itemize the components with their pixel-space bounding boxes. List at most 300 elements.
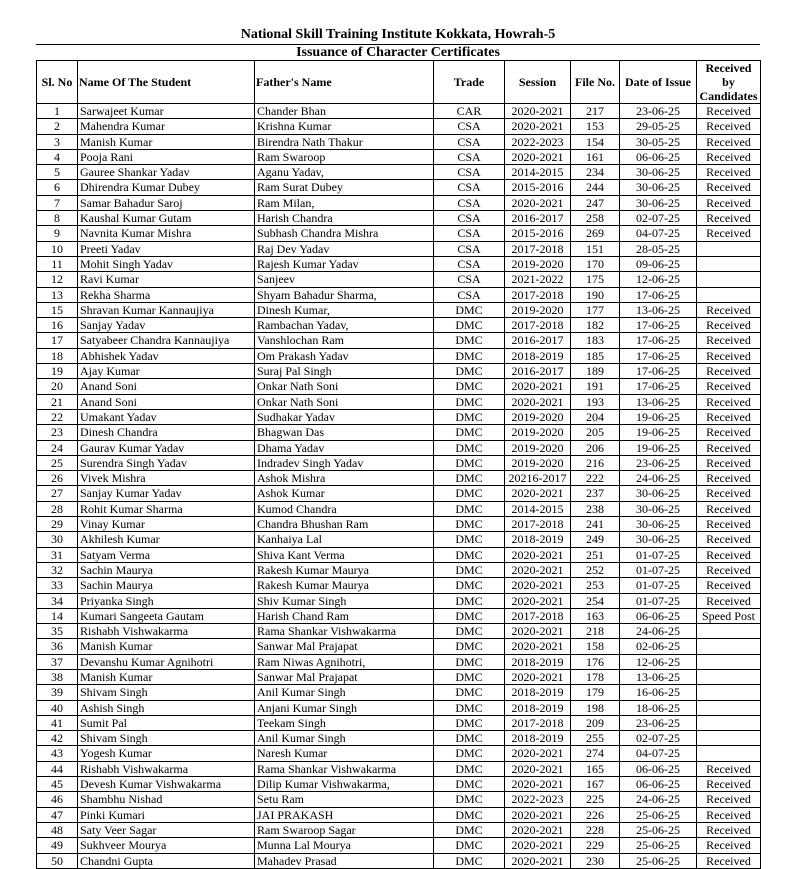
cell-date-of-issue: 30-06-25 [620, 180, 697, 195]
cell-received: Received [697, 777, 761, 792]
cell-sl-no: 48 [37, 822, 78, 837]
cell-date-of-issue: 04-07-25 [620, 226, 697, 241]
cell-student-name: Ashish Singh [78, 700, 255, 715]
cell-file-no: 254 [571, 593, 620, 608]
cell-session: 2020-2021 [505, 593, 571, 608]
cell-received: Speed Post [697, 608, 761, 623]
cell-date-of-issue: 24-06-25 [620, 792, 697, 807]
cell-student-name: Pooja Rani [78, 149, 255, 164]
cell-session: 2020-2021 [505, 104, 571, 119]
cell-trade: CSA [434, 241, 505, 256]
cell-trade: DMC [434, 517, 505, 532]
cell-received [697, 624, 761, 639]
cell-session: 2017-2018 [505, 318, 571, 333]
cell-sl-no: 44 [37, 761, 78, 776]
table-row [37, 256, 761, 271]
cell-trade: CSA [434, 287, 505, 302]
cell-father-name: Sudhakar Yadav [255, 409, 434, 424]
table-row [37, 241, 761, 256]
cell-father-name: Om Prakash Yadav [255, 348, 434, 363]
cell-student-name: Rohit Kumar Sharma [78, 501, 255, 516]
table-row [37, 394, 761, 409]
cell-father-name: Anil Kumar Singh [255, 731, 434, 746]
cell-received [697, 639, 761, 654]
cell-date-of-issue: 29-05-25 [620, 119, 697, 134]
cell-student-name: Sanjay Kumar Yadav [78, 486, 255, 501]
cell-session: 2015-2016 [505, 180, 571, 195]
cell-date-of-issue: 16-06-25 [620, 685, 697, 700]
cell-trade: DMC [434, 822, 505, 837]
cell-session: 2019-2020 [505, 440, 571, 455]
cell-session: 2020-2021 [505, 547, 571, 562]
cell-session: 2020-2021 [505, 119, 571, 134]
cell-received: Received [697, 348, 761, 363]
cell-date-of-issue: 01-07-25 [620, 562, 697, 577]
cell-file-no: 154 [571, 134, 620, 149]
cell-student-name: Manish Kumar [78, 134, 255, 149]
cell-sl-no: 8 [37, 211, 78, 226]
cell-student-name: Devesh Kumar Vishwakarma [78, 777, 255, 792]
cell-session: 2018-2019 [505, 654, 571, 669]
table-row [37, 364, 761, 379]
cell-trade: CSA [434, 180, 505, 195]
table-row [37, 409, 761, 424]
cell-date-of-issue: 06-06-25 [620, 149, 697, 164]
table-row [37, 455, 761, 470]
cell-received: Received [697, 302, 761, 317]
cell-file-no: 258 [571, 211, 620, 226]
cell-sl-no: 46 [37, 792, 78, 807]
cell-date-of-issue: 17-06-25 [620, 318, 697, 333]
cell-sl-no: 50 [37, 853, 78, 868]
cell-date-of-issue: 12-06-25 [620, 272, 697, 287]
cell-received: Received [697, 149, 761, 164]
cell-father-name: JAI PRAKASH [255, 807, 434, 822]
cell-trade: DMC [434, 471, 505, 486]
cell-session: 2020-2021 [505, 195, 571, 210]
cell-file-no: 249 [571, 532, 620, 547]
cell-trade: DMC [434, 731, 505, 746]
cell-received: Received [697, 333, 761, 348]
cell-student-name: Dhirendra Kumar Dubey [78, 180, 255, 195]
cell-father-name: Naresh Kumar [255, 746, 434, 761]
cell-session: 2019-2020 [505, 425, 571, 440]
cell-sl-no: 31 [37, 547, 78, 562]
cell-session: 2020-2021 [505, 486, 571, 501]
cell-sl-no: 1 [37, 104, 78, 119]
cell-student-name: Vinay Kumar [78, 517, 255, 532]
cell-received: Received [697, 425, 761, 440]
table-row [37, 134, 761, 149]
col-header-received: Received by Candidates [697, 61, 761, 104]
cell-date-of-issue: 24-06-25 [620, 471, 697, 486]
cell-sl-no: 36 [37, 639, 78, 654]
cell-date-of-issue: 13-06-25 [620, 302, 697, 317]
cell-father-name: Chander Bhan [255, 104, 434, 119]
cell-date-of-issue: 02-06-25 [620, 639, 697, 654]
cell-file-no: 153 [571, 119, 620, 134]
cell-received: Received [697, 471, 761, 486]
cell-file-no: 189 [571, 364, 620, 379]
cell-father-name: Onkar Nath Soni [255, 394, 434, 409]
cell-sl-no: 22 [37, 409, 78, 424]
cell-sl-no: 16 [37, 318, 78, 333]
cell-date-of-issue: 23-06-25 [620, 455, 697, 470]
table-row [37, 272, 761, 287]
cell-file-no: 252 [571, 562, 620, 577]
cell-student-name: Mohit Singh Yadav [78, 256, 255, 271]
table-row [37, 715, 761, 730]
cell-father-name: Dhama Yadav [255, 440, 434, 455]
cell-session: 2017-2018 [505, 287, 571, 302]
table-row [37, 532, 761, 547]
cell-date-of-issue: 30-06-25 [620, 486, 697, 501]
cell-father-name: Ram Niwas Agnihotri, [255, 654, 434, 669]
cell-trade: DMC [434, 318, 505, 333]
table-row [37, 440, 761, 455]
cell-sl-no: 42 [37, 731, 78, 746]
cell-student-name: Priyanka Singh [78, 593, 255, 608]
cell-father-name: Raj Dev Yadav [255, 241, 434, 256]
cell-trade: DMC [434, 425, 505, 440]
cell-student-name: Dinesh Chandra [78, 425, 255, 440]
cell-received: Received [697, 761, 761, 776]
cell-student-name: Pinki Kumari [78, 807, 255, 822]
cell-received: Received [697, 379, 761, 394]
cell-date-of-issue: 04-07-25 [620, 746, 697, 761]
cell-session: 2020-2021 [505, 394, 571, 409]
cell-received: Received [697, 593, 761, 608]
cell-trade: CSA [434, 149, 505, 164]
cell-file-no: 175 [571, 272, 620, 287]
cell-session: 2020-2021 [505, 624, 571, 639]
cell-received: Received [697, 195, 761, 210]
table-row [37, 853, 761, 868]
cell-sl-no: 25 [37, 455, 78, 470]
cell-file-no: 225 [571, 792, 620, 807]
cell-received: Received [697, 532, 761, 547]
table-row [37, 547, 761, 562]
page-subtitle: Issuance of Character Certificates [296, 45, 500, 60]
cell-received [697, 700, 761, 715]
cell-father-name: Ashok Kumar [255, 486, 434, 501]
cell-received: Received [697, 318, 761, 333]
cell-student-name: Anand Soni [78, 379, 255, 394]
cell-student-name: Vivek Mishra [78, 471, 255, 486]
cell-file-no: 253 [571, 578, 620, 593]
table-row [37, 302, 761, 317]
cell-sl-no: 10 [37, 241, 78, 256]
cell-father-name: Mahadev Prasad [255, 853, 434, 868]
cell-father-name: Rama Shankar Vishwakarma [255, 624, 434, 639]
table-row [37, 669, 761, 684]
cell-trade: DMC [434, 409, 505, 424]
cell-sl-no: 26 [37, 471, 78, 486]
cell-father-name: Shyam Bahadur Sharma, [255, 287, 434, 302]
cell-trade: DMC [434, 547, 505, 562]
cell-date-of-issue: 25-06-25 [620, 838, 697, 853]
cell-session: 2020-2021 [505, 746, 571, 761]
cell-date-of-issue: 19-06-25 [620, 409, 697, 424]
cell-session: 2020-2021 [505, 562, 571, 577]
cell-file-no: 163 [571, 608, 620, 623]
cell-date-of-issue: 30-05-25 [620, 134, 697, 149]
cell-file-no: 190 [571, 287, 620, 302]
cell-session: 2017-2018 [505, 241, 571, 256]
table-row [37, 761, 761, 776]
cell-file-no: 198 [571, 700, 620, 715]
cell-trade: DMC [434, 685, 505, 700]
cell-file-no: 151 [571, 241, 620, 256]
cell-sl-no: 15 [37, 302, 78, 317]
cell-father-name: Harish Chand Ram [255, 608, 434, 623]
table-row [37, 149, 761, 164]
cell-student-name: Chandni Gupta [78, 853, 255, 868]
cell-received: Received [697, 838, 761, 853]
table-row [37, 195, 761, 210]
cell-student-name: Sachin Maurya [78, 562, 255, 577]
cell-date-of-issue: 25-06-25 [620, 822, 697, 837]
table-row [37, 639, 761, 654]
cell-file-no: 237 [571, 486, 620, 501]
cell-sl-no: 7 [37, 195, 78, 210]
table-row [37, 777, 761, 792]
cell-sl-no: 33 [37, 578, 78, 593]
cell-file-no: 158 [571, 639, 620, 654]
cell-received [697, 669, 761, 684]
cell-file-no: 193 [571, 394, 620, 409]
cell-file-no: 218 [571, 624, 620, 639]
cell-received [697, 746, 761, 761]
cell-file-no: 165 [571, 761, 620, 776]
cell-student-name: Sumit Pal [78, 715, 255, 730]
cell-student-name: Mahendra Kumar [78, 119, 255, 134]
cell-student-name: Samar Bahadur Saroj [78, 195, 255, 210]
cell-file-no: 228 [571, 822, 620, 837]
cell-received: Received [697, 853, 761, 868]
table-row [37, 348, 761, 363]
cell-received [697, 715, 761, 730]
cell-sl-no: 38 [37, 669, 78, 684]
cell-date-of-issue: 19-06-25 [620, 425, 697, 440]
cell-file-no: 170 [571, 256, 620, 271]
cell-student-name: Shambhu Nishad [78, 792, 255, 807]
cell-session: 2016-2017 [505, 333, 571, 348]
cell-sl-no: 47 [37, 807, 78, 822]
cell-father-name: Birendra Nath Thakur [255, 134, 434, 149]
cell-student-name: Gauree Shankar Yadav [78, 165, 255, 180]
cell-file-no: 274 [571, 746, 620, 761]
cell-received [697, 241, 761, 256]
table-row [37, 486, 761, 501]
cell-trade: DMC [434, 501, 505, 516]
cell-father-name: Anil Kumar Singh [255, 685, 434, 700]
cell-received: Received [697, 517, 761, 532]
cell-student-name: Devanshu Kumar Agnihotri [78, 654, 255, 669]
table-row [37, 180, 761, 195]
cell-trade: DMC [434, 593, 505, 608]
cell-session: 2018-2019 [505, 348, 571, 363]
cell-date-of-issue: 23-06-25 [620, 104, 697, 119]
cell-trade: DMC [434, 746, 505, 761]
cell-father-name: Rakesh Kumar Maurya [255, 578, 434, 593]
cell-trade: DMC [434, 700, 505, 715]
cell-date-of-issue: 13-06-25 [620, 669, 697, 684]
cell-file-no: 269 [571, 226, 620, 241]
cell-file-no: 182 [571, 318, 620, 333]
cell-received: Received [697, 211, 761, 226]
cell-student-name: Sarwajeet Kumar [78, 104, 255, 119]
cell-session: 2022-2023 [505, 792, 571, 807]
cell-received: Received [697, 822, 761, 837]
cell-received: Received [697, 104, 761, 119]
cell-father-name: Ram Milan, [255, 195, 434, 210]
cell-session: 2020-2021 [505, 761, 571, 776]
cell-father-name: Bhagwan Das [255, 425, 434, 440]
page-title: National Skill Training Institute Kokkata, Howrah-5 [240, 27, 556, 42]
cell-date-of-issue: 24-06-25 [620, 624, 697, 639]
cell-sl-no: 41 [37, 715, 78, 730]
cell-received: Received [697, 562, 761, 577]
cell-father-name: Indradev Singh Yadav [255, 455, 434, 470]
cell-trade: DMC [434, 669, 505, 684]
cell-student-name: Sachin Maurya [78, 578, 255, 593]
cell-sl-no: 12 [37, 272, 78, 287]
cell-received: Received [697, 134, 761, 149]
cell-sl-no: 17 [37, 333, 78, 348]
table-row [37, 562, 761, 577]
cell-received: Received [697, 165, 761, 180]
cell-date-of-issue: 23-06-25 [620, 715, 697, 730]
cell-trade: CSA [434, 165, 505, 180]
cell-student-name: Preeti Yadav [78, 241, 255, 256]
table-row [37, 838, 761, 853]
cell-sl-no: 29 [37, 517, 78, 532]
cell-trade: DMC [434, 364, 505, 379]
table-row [37, 685, 761, 700]
cell-father-name: Sanwar Mal Prajapat [255, 639, 434, 654]
cell-student-name: Sukhveer Mourya [78, 838, 255, 853]
cell-father-name: Vanshlochan Ram [255, 333, 434, 348]
cell-file-no: 191 [571, 379, 620, 394]
cell-student-name: Gaurav Kumar Yadav [78, 440, 255, 455]
cell-trade: CSA [434, 211, 505, 226]
cell-student-name: Anand Soni [78, 394, 255, 409]
cell-file-no: 244 [571, 180, 620, 195]
cell-session: 2020-2021 [505, 777, 571, 792]
cell-session: 2018-2019 [505, 731, 571, 746]
table-row [37, 517, 761, 532]
cell-father-name: Munna Lal Mourya [255, 838, 434, 853]
cell-file-no: 255 [571, 731, 620, 746]
col-header-student-name: Name Of The Student [78, 61, 255, 104]
certificates-table [36, 60, 761, 869]
cell-file-no: 222 [571, 471, 620, 486]
cell-student-name: Yogesh Kumar [78, 746, 255, 761]
cell-sl-no: 3 [37, 134, 78, 149]
cell-father-name: Rama Shankar Vishwakarma [255, 761, 434, 776]
cell-session: 2020-2021 [505, 578, 571, 593]
cell-date-of-issue: 01-07-25 [620, 578, 697, 593]
table-row [37, 608, 761, 623]
cell-date-of-issue: 18-06-25 [620, 700, 697, 715]
cell-student-name: Manish Kumar [78, 669, 255, 684]
cell-session: 2020-2021 [505, 149, 571, 164]
cell-father-name: Aganu Yadav, [255, 165, 434, 180]
cell-father-name: Ram Swaroop Sagar [255, 822, 434, 837]
cell-date-of-issue: 17-06-25 [620, 333, 697, 348]
cell-sl-no: 20 [37, 379, 78, 394]
cell-file-no: 176 [571, 654, 620, 669]
cell-father-name: Shiv Kumar Singh [255, 593, 434, 608]
cell-student-name: Akhilesh Kumar [78, 532, 255, 547]
cell-father-name: Teekam Singh [255, 715, 434, 730]
col-header-session: Session [505, 61, 571, 104]
cell-father-name: Krishna Kumar [255, 119, 434, 134]
cell-sl-no: 49 [37, 838, 78, 853]
table-row [37, 501, 761, 516]
cell-file-no: 204 [571, 409, 620, 424]
cell-student-name: Umakant Yadav [78, 409, 255, 424]
cell-received [697, 685, 761, 700]
cell-student-name: Navnita Kumar Mishra [78, 226, 255, 241]
cell-sl-no: 2 [37, 119, 78, 134]
cell-session: 2018-2019 [505, 532, 571, 547]
cell-father-name: Ram Swaroop [255, 149, 434, 164]
cell-father-name: Setu Ram [255, 792, 434, 807]
cell-date-of-issue: 30-06-25 [620, 532, 697, 547]
cell-student-name: Kaushal Kumar Gutam [78, 211, 255, 226]
cell-trade: CSA [434, 272, 505, 287]
cell-file-no: 238 [571, 501, 620, 516]
cell-file-no: 179 [571, 685, 620, 700]
cell-file-no: 216 [571, 455, 620, 470]
cell-father-name: Kanhaiya Lal [255, 532, 434, 547]
col-header-father-name: Father's Name [255, 61, 434, 104]
cell-sl-no: 28 [37, 501, 78, 516]
cell-father-name: Suraj Pal Singh [255, 364, 434, 379]
table-row [37, 593, 761, 608]
cell-file-no: 234 [571, 165, 620, 180]
table-row [37, 792, 761, 807]
cell-sl-no: 43 [37, 746, 78, 761]
cell-session: 2019-2020 [505, 455, 571, 470]
cell-father-name: Rambachan Yadav, [255, 318, 434, 333]
cell-trade: CSA [434, 134, 505, 149]
cell-sl-no: 11 [37, 256, 78, 271]
cell-session: 2017-2018 [505, 517, 571, 532]
cell-received [697, 654, 761, 669]
cell-trade: DMC [434, 715, 505, 730]
cell-father-name: Subhash Chandra Mishra [255, 226, 434, 241]
table-row [37, 226, 761, 241]
cell-student-name: Kumari Sangeeta Gautam [78, 608, 255, 623]
cell-file-no: 209 [571, 715, 620, 730]
cell-trade: CAR [434, 104, 505, 119]
cell-received: Received [697, 792, 761, 807]
cell-session: 2019-2020 [505, 302, 571, 317]
cell-received: Received [697, 455, 761, 470]
cell-trade: DMC [434, 394, 505, 409]
cell-student-name: Rekha Sharma [78, 287, 255, 302]
cell-date-of-issue: 17-06-25 [620, 379, 697, 394]
cell-session: 2017-2018 [505, 715, 571, 730]
table-row [37, 624, 761, 639]
cell-sl-no: 9 [37, 226, 78, 241]
cell-file-no: 251 [571, 547, 620, 562]
cell-trade: DMC [434, 838, 505, 853]
col-header-file-no: File No. [571, 61, 620, 104]
